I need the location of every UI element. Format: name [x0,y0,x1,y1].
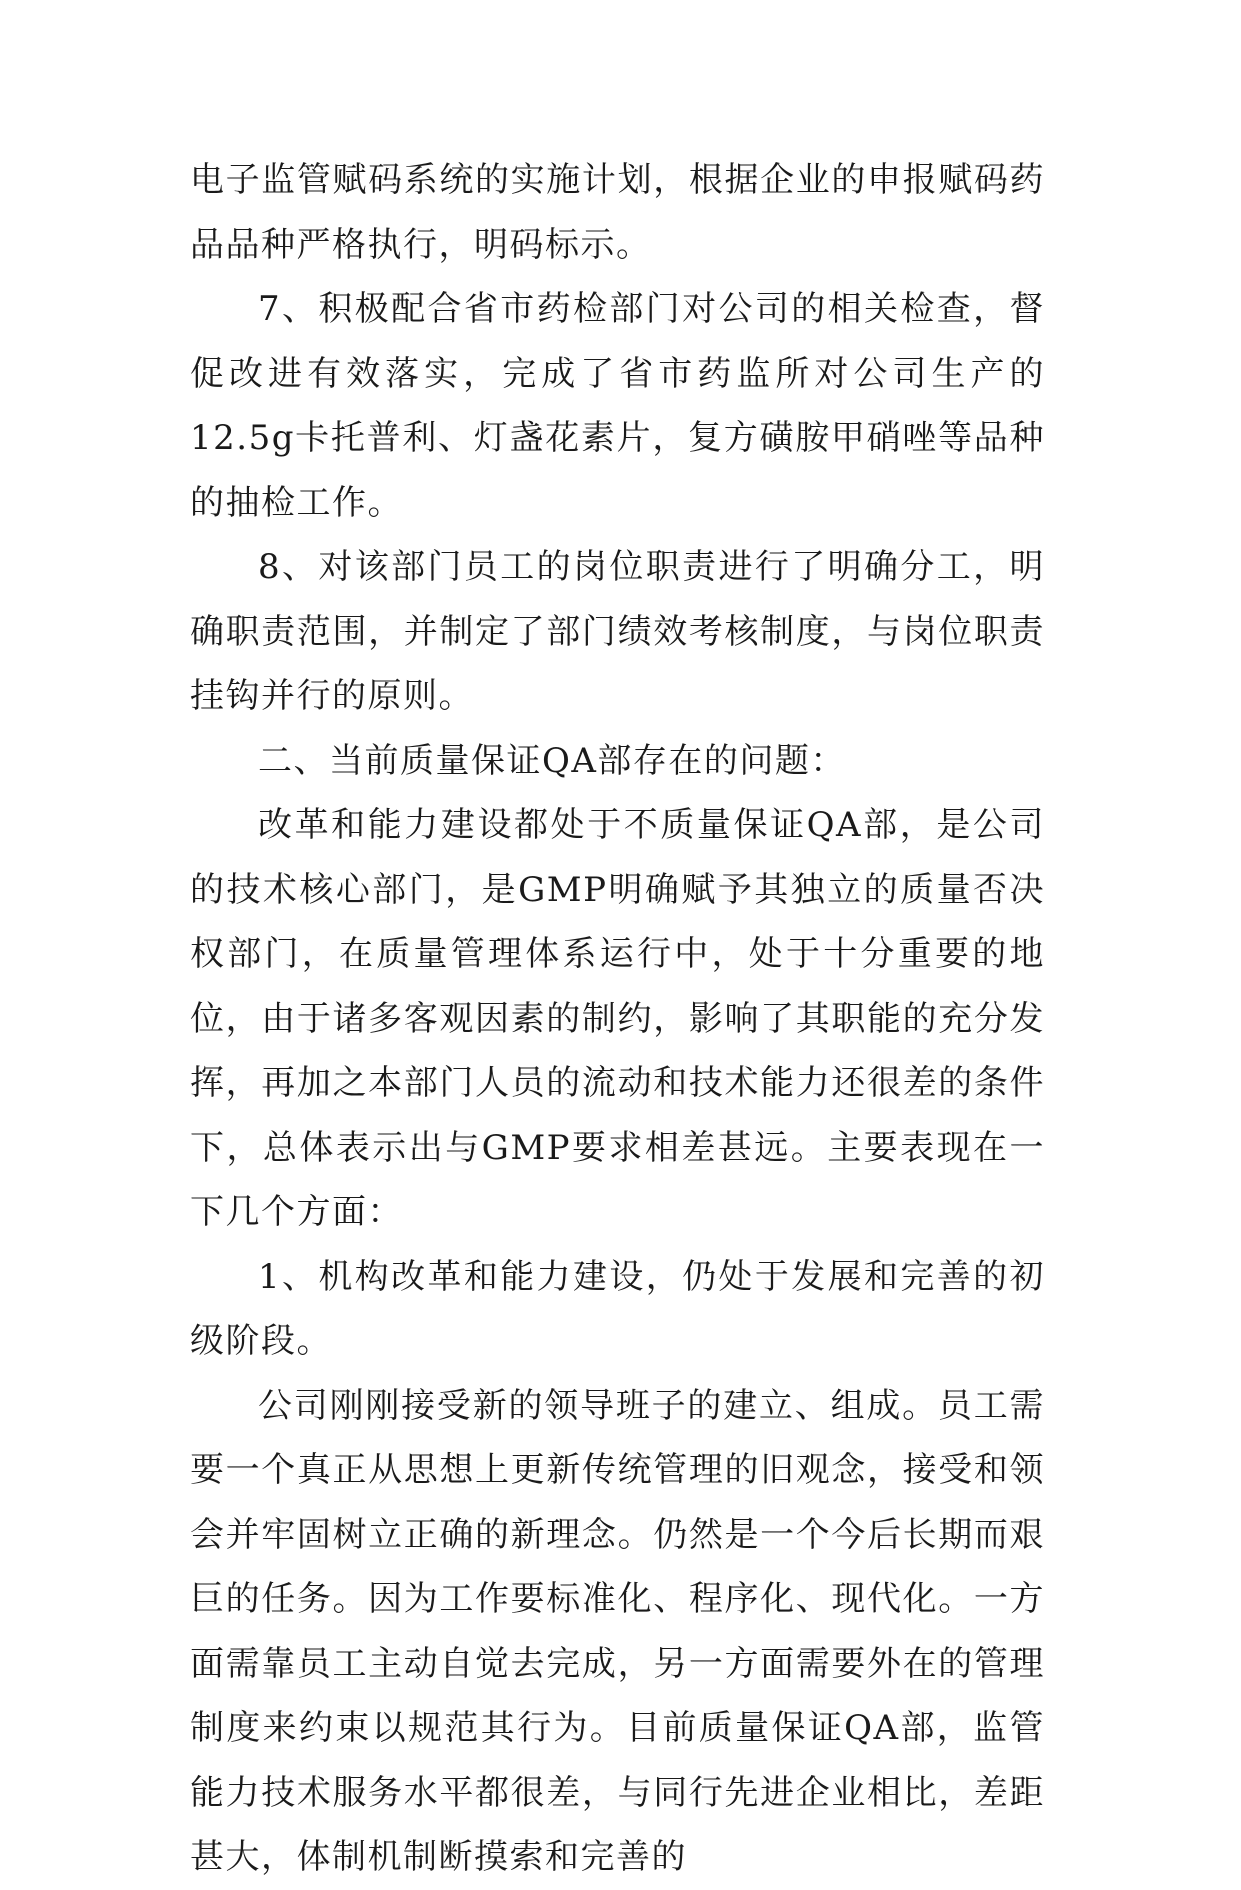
paragraph-item-8: 8、对该部门员工的岗位职责进行了明确分工，明确职责范围，并制定了部门绩效考核制度，与岗位职责挂钩并行的原则。 [190,547,1045,716]
paragraph-item-1: 1、机构改革和能力建设，仍处于发展和完善的初级阶段。 [190,1256,1045,1361]
paragraph-item-7: 7、积极配合省市药检部门对公司的相关检查，督促改进有效落实，完成了省市药监所对公司生产的12.5g卡托普利、灯盏花素片，复方磺胺甲硝唑等品种的抽检工作。 [190,289,1045,523]
document-body [190,148,1045,1890]
section-heading-problems: 二、当前质量保证QA部存在的问题： [258,740,846,781]
paragraph-leadership: 公司刚刚接受新的领导班子的建立、组成。员工需要一个真正从思想上更新传统管理的旧观念，接受和领会并牢固树立正确的新理念。仍然是一个今后长期而艰巨的任务。因为工作要标准化、程序化、现代化。一方面需靠员工主动自觉去完成，另一方面需要外在的管理制度来约束以规范其行为。目前质量保证QA部，监管能力技术服务水平都很差，与同行先进企业相比，差距甚大，体制机制断摸索和完善的 [190,1385,1045,1877]
paragraph-qa-overview: 改革和能力建设都处于不质量保证QA部，是公司的技术核心部门，是GMP明确赋予其独立的质量否决权部门，在质量管理体系运行中，处于十分重要的地位，由于诸多客观因素的制约，影响了其职能的充分发挥，再加之本部门人员的流动和技术能力还很差的条件下，总体表示出与GMP要求相差甚远。主要表现在一下几个方面： [190,805,1045,1232]
paragraph-continuation: 电子监管赋码系统的实施计划，根据企业的申报赋码药品品种严格执行，明码标示。 [190,160,1045,265]
